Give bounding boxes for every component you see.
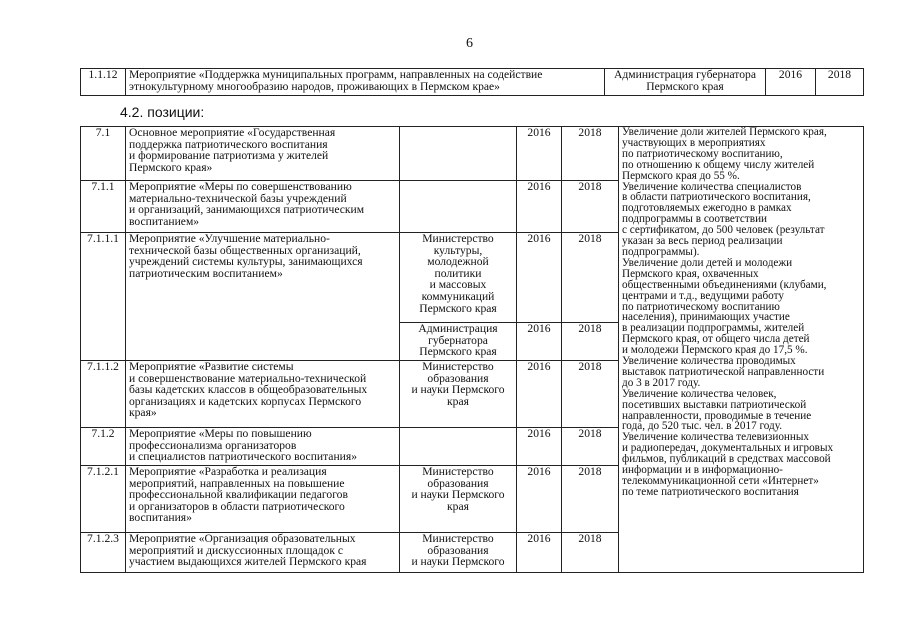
- row-text: Мероприятие «Развитие системы и совершенствование материально-технической базы кадетских классов в общеобразовательных организациях и кадетских корпусах Пермского края»: [126, 361, 400, 428]
- row-start-year: 2016: [517, 466, 562, 533]
- row-number: 7.1.2: [81, 428, 126, 466]
- row-number: 7.1.2.1: [81, 466, 126, 533]
- row-number: 7.1.2.3: [81, 533, 126, 573]
- row-text: Мероприятие «Улучшение материально- технической базы общественных организаций, учреждений системы культуры, занимающихся патриотическим воспитанием»: [126, 233, 400, 361]
- table-row: [81, 127, 864, 181]
- row-text: Основное мероприятие «Государственная поддержка патриотического воспитания и формирование патриотизма у жителей Пермского края»: [126, 127, 400, 181]
- row-start-year: 2016: [517, 181, 562, 233]
- section-title: 4.2. позиции:: [120, 104, 205, 120]
- row-end-year: 2018: [562, 428, 619, 466]
- row-executor: [400, 428, 517, 466]
- row-end-year: 2018: [562, 233, 619, 323]
- row-start-year: 2016: [517, 361, 562, 428]
- row-executor: Администрация губернатора Пермского края: [605, 69, 766, 96]
- row-end-year: 2018: [562, 181, 619, 233]
- row-text: Мероприятие «Разработка и реализация мероприятий, направленных на повышение профессиональной квалификации педагогов и организаторов в области патриотического воспитания»: [126, 466, 400, 533]
- row-text: Мероприятие «Меры по совершенствованию материально-технической базы учреждений и организаций, занимающихся патриотическим воспитанием»: [126, 181, 400, 233]
- row-end-year: 2018: [562, 466, 619, 533]
- row-start-year: 2016: [517, 533, 562, 573]
- row-executor: [400, 181, 517, 233]
- row-start-year: 2016: [766, 69, 816, 96]
- row-executor: Министерство образования и науки Пермского: [400, 533, 517, 573]
- row-number: 7.1.1.2: [81, 361, 126, 428]
- row-end-year: 2018: [816, 69, 864, 96]
- row-executor: [400, 127, 517, 181]
- row-number: 7.1: [81, 127, 126, 181]
- row-text: Мероприятие «Меры по повышению профессионализма организаторов и специалистов патриотического воспитания»: [126, 428, 400, 466]
- top-table: [80, 68, 864, 96]
- page-number: 6: [466, 36, 473, 51]
- table-row: [81, 69, 864, 96]
- row-number: 1.1.12: [81, 69, 126, 96]
- row-executor: Министерство образования и науки Пермского края: [400, 466, 517, 533]
- row-number: 7.1.1: [81, 181, 126, 233]
- row-start-year: 2016: [517, 428, 562, 466]
- row-executor: Министерство образования и науки Пермского края: [400, 361, 517, 428]
- row-start-year: 2016: [517, 127, 562, 181]
- expected-results: Увеличение доли жителей Пермского края, участвующих в мероприятиях по патриотическому воспитанию, по отношению к общему числу жителей Пермского края до 55 %. Увеличение количества специалистов в области патриотического воспитания, подготовляемых ежегодно в рамках подпрограммы в соответствии с сертификатом, до 500 человек (результат указан за весь период реализации подпрограммы). Увеличение доли детей и молодежи Пермского края, охваченных общественными объединениями (клубами, центрами и т.д., ведущими работу по патриотическому воспитанию населения), принимающих участие в реализации подпрограммы, жителей Пермского края, от общего числа детей и молодежи Пермского края до 17,5 %. Увеличение количества проводимых выставок патриотической направленности до 3 в 2017 году. Увеличение количества человек, посетивших выставки патриотической направленности, проводимые в течение года, до 520 тыс. чел. в 2017 году. Увеличение количества телевизионных и радиопередач, документальных и игровых фильмов, публикаций в средствах массовой информации и в информационно- телекоммуникационной сети «Интернет» по теме патриотического воспитания: [619, 127, 864, 573]
- row-text: Мероприятие «Поддержка муниципальных программ, направленных на содействие этнокультурному многообразию народов, проживающих в Пермском крае»: [126, 69, 605, 96]
- row-number: 7.1.1.1: [81, 233, 126, 361]
- row-end-year: 2018: [562, 127, 619, 181]
- positions-table: [80, 126, 864, 573]
- row-start-year: 2016: [517, 233, 562, 323]
- row-text: Мероприятие «Организация образовательных мероприятий и дискуссионных площадок с участием выдающихся жителей Пермского края: [126, 533, 400, 573]
- row-end-year: 2018: [562, 323, 619, 361]
- row-end-year: 2018: [562, 361, 619, 428]
- row-executor: Министерство культуры, молодежной политики и массовых коммуникаций Пермского края: [400, 233, 517, 323]
- row-executor: Администрация губернатора Пермского края: [400, 323, 517, 361]
- row-start-year: 2016: [517, 323, 562, 361]
- row-end-year: 2018: [562, 533, 619, 573]
